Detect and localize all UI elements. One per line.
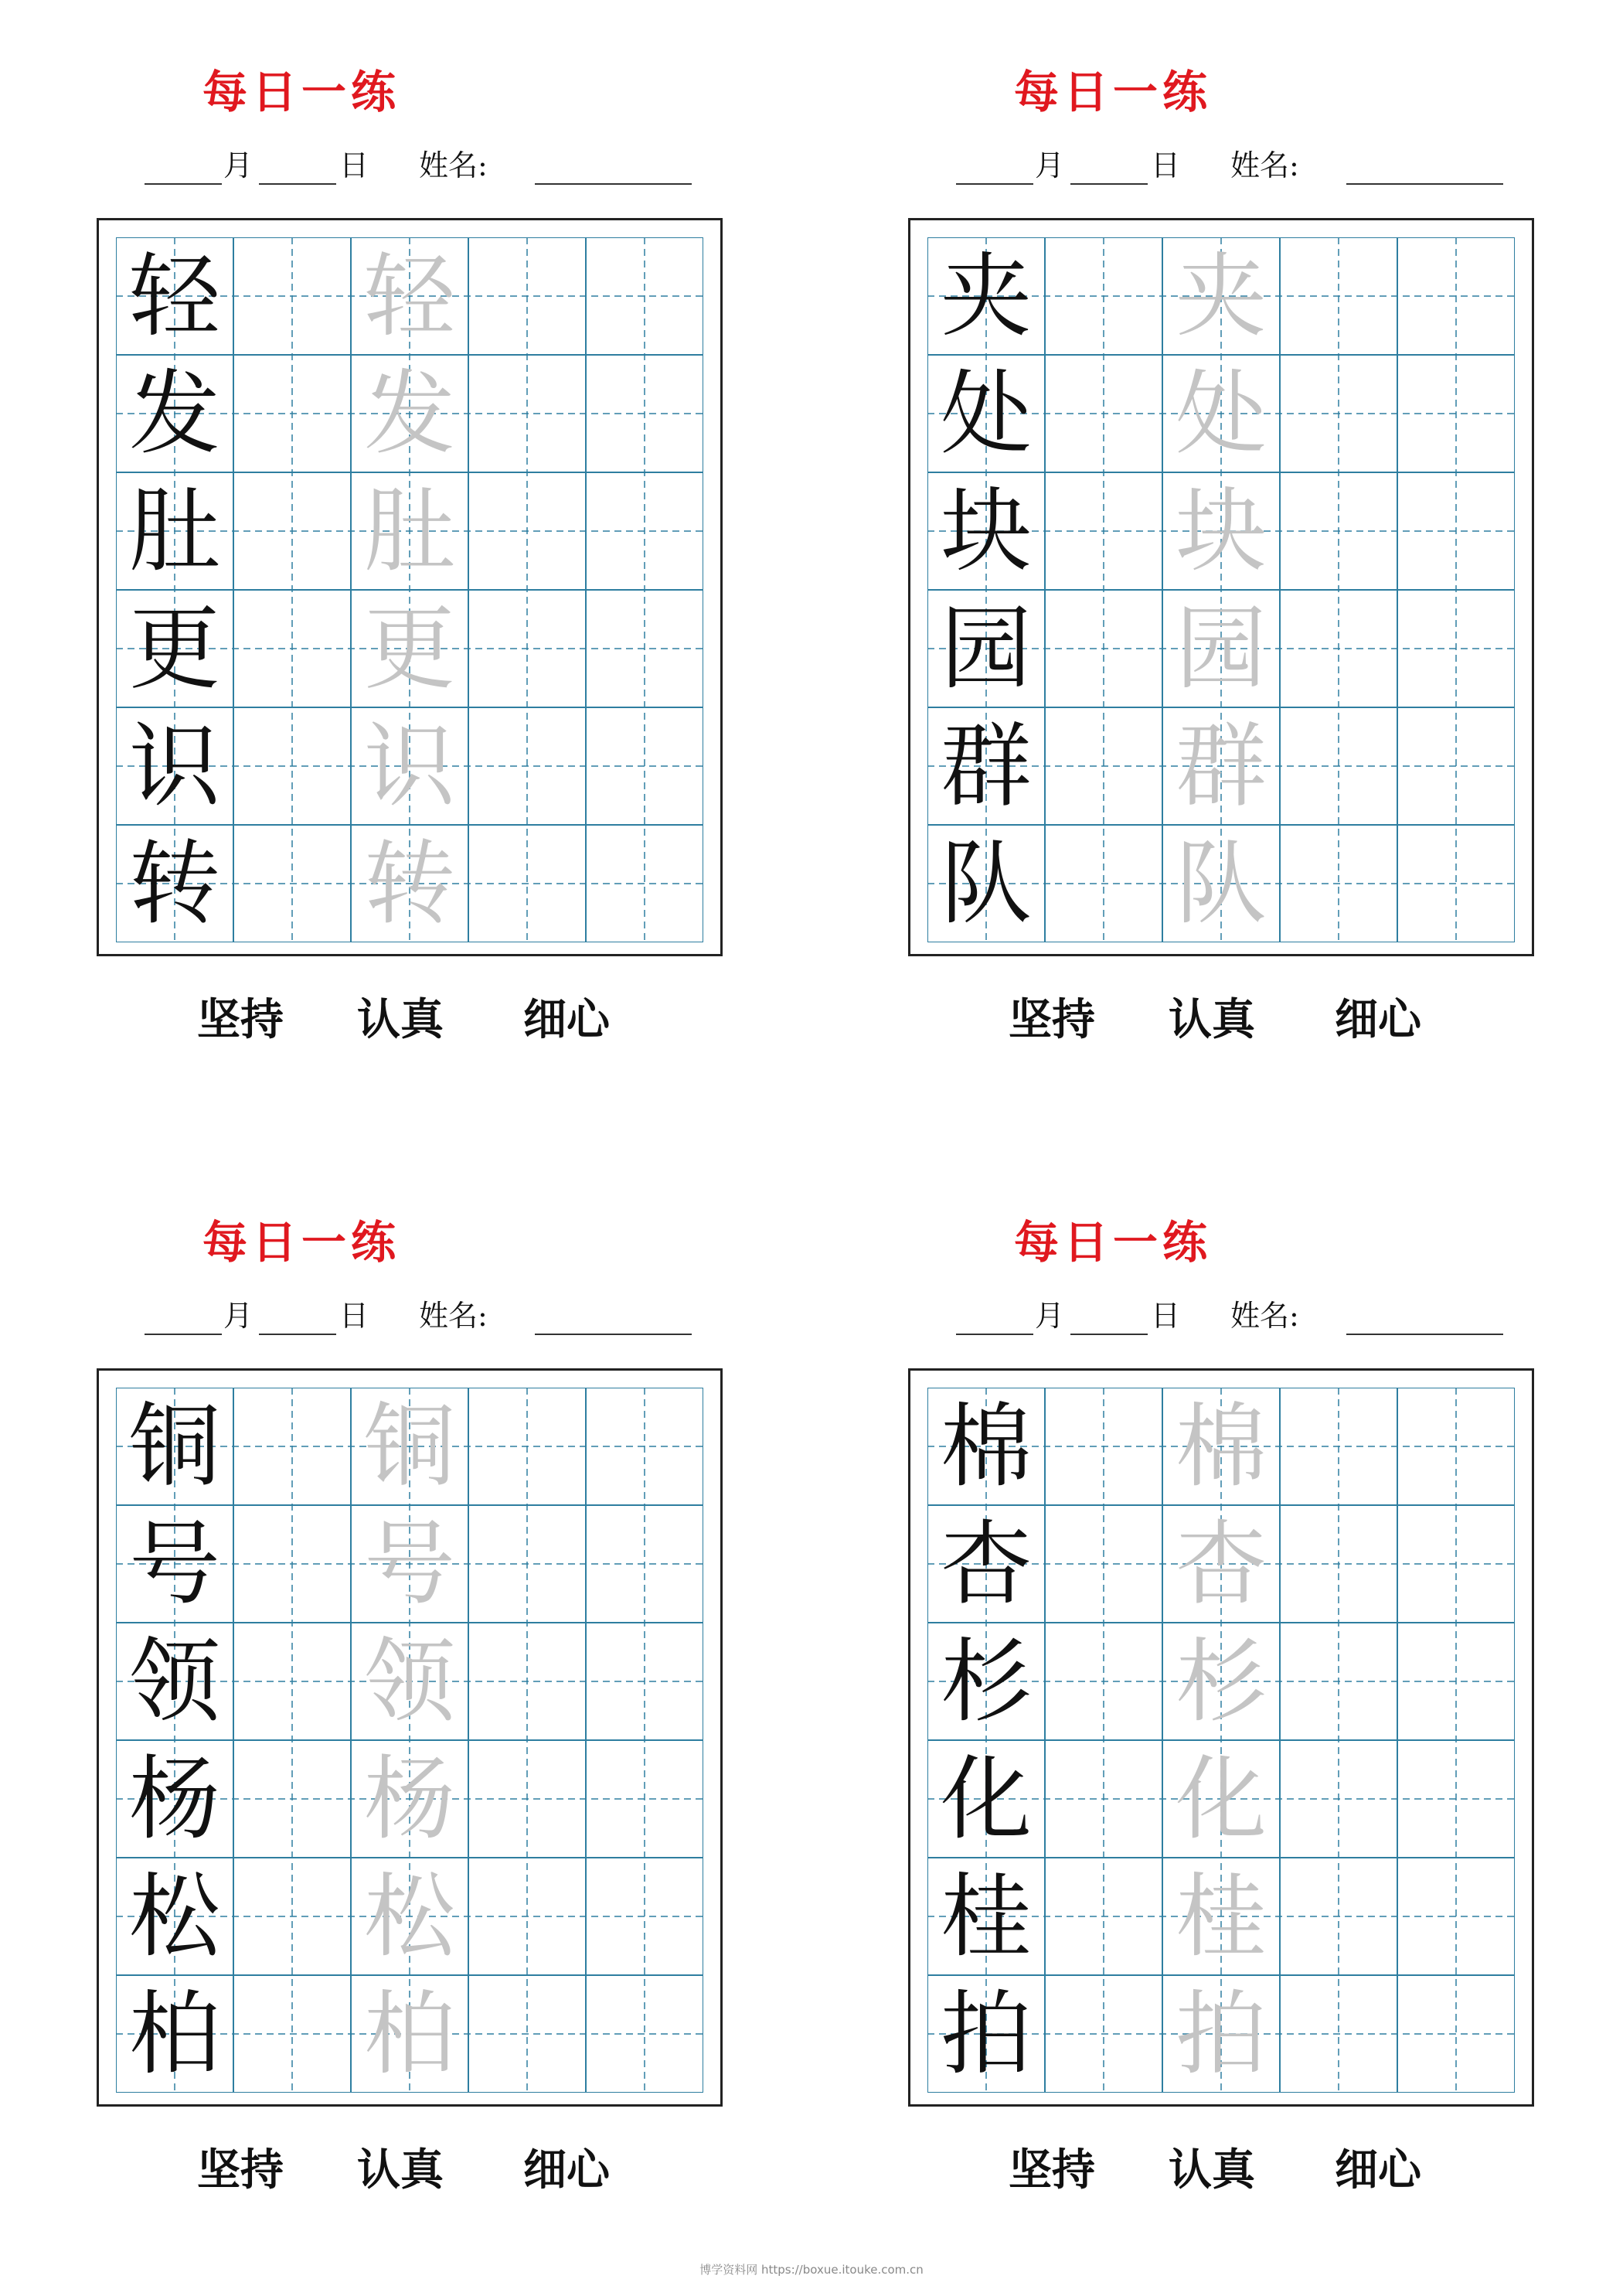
month-label: 月 xyxy=(1035,148,1065,182)
writing-frame xyxy=(908,1368,1534,2107)
practice-cell[interactable] xyxy=(1045,1740,1162,1858)
name-label: 姓名: xyxy=(1230,148,1299,182)
tianzige-grid xyxy=(116,237,703,942)
practice-cell[interactable] xyxy=(233,1388,351,1505)
sheet-footer xyxy=(908,2136,1534,2196)
trace-character: 园 xyxy=(1175,595,1267,702)
model-character: 棉 xyxy=(940,1393,1032,1500)
model-char-cell[interactable] xyxy=(927,1388,1045,1505)
practice-cell[interactable] xyxy=(1045,1623,1162,1740)
practice-cell[interactable] xyxy=(468,355,586,472)
month-label: 月 xyxy=(1035,1299,1065,1333)
model-char-cell[interactable] xyxy=(116,472,233,590)
practice-cell[interactable] xyxy=(468,590,586,707)
name-blank[interactable] xyxy=(535,183,692,185)
trace-char-cell[interactable] xyxy=(1162,590,1280,707)
model-char-cell[interactable] xyxy=(116,1858,233,1975)
model-character: 队 xyxy=(940,830,1032,937)
practice-cell[interactable] xyxy=(1397,1505,1515,1623)
model-char-cell[interactable] xyxy=(116,1505,233,1623)
day-label: 日 xyxy=(1151,1299,1181,1333)
date-name-line xyxy=(145,1301,732,1340)
practice-cell[interactable] xyxy=(1280,1740,1397,1858)
practice-cell[interactable] xyxy=(468,707,586,825)
model-character: 处 xyxy=(940,360,1032,467)
practice-cell[interactable] xyxy=(233,355,351,472)
trace-char-cell[interactable] xyxy=(351,1740,468,1858)
practice-cell[interactable] xyxy=(586,825,703,942)
footer-motto: 认真 xyxy=(1169,994,1255,1045)
name-label: 姓名: xyxy=(1230,1299,1299,1333)
practice-cell[interactable] xyxy=(1397,1623,1515,1740)
practice-cell[interactable] xyxy=(586,237,703,355)
model-char-cell[interactable] xyxy=(927,472,1045,590)
tianzige-grid xyxy=(927,237,1515,942)
trace-character: 化 xyxy=(1175,1746,1267,1852)
practice-cell[interactable] xyxy=(1280,1505,1397,1623)
writing-frame xyxy=(908,218,1534,956)
model-char-cell[interactable] xyxy=(116,1623,233,1740)
model-char-cell[interactable] xyxy=(927,590,1045,707)
practice-cell[interactable] xyxy=(586,1388,703,1505)
day-label: 日 xyxy=(339,148,369,182)
footer-motto: 坚持 xyxy=(1009,994,1095,1045)
practice-cell[interactable] xyxy=(1280,1388,1397,1505)
trace-character: 发 xyxy=(363,360,455,467)
trace-char-cell[interactable] xyxy=(1162,1975,1280,2093)
model-character: 号 xyxy=(128,1511,220,1617)
month-label: 月 xyxy=(223,148,253,182)
trace-char-cell[interactable] xyxy=(1162,1740,1280,1858)
footer-motto: 细心 xyxy=(1335,2144,1421,2196)
practice-cell[interactable] xyxy=(1397,355,1515,472)
day-label: 日 xyxy=(1151,148,1181,182)
trace-char-cell[interactable] xyxy=(351,237,468,355)
practice-cell[interactable] xyxy=(233,825,351,942)
practice-cell[interactable] xyxy=(233,237,351,355)
trace-char-cell[interactable] xyxy=(351,1623,468,1740)
footer-motto: 认真 xyxy=(1169,2144,1255,2196)
model-char-cell[interactable] xyxy=(116,355,233,472)
trace-char-cell[interactable] xyxy=(1162,1623,1280,1740)
practice-cell[interactable] xyxy=(586,707,703,825)
month-blank[interactable] xyxy=(956,1334,1033,1335)
practice-cell[interactable] xyxy=(233,1740,351,1858)
model-character: 松 xyxy=(128,1863,220,1970)
name-blank[interactable] xyxy=(1346,183,1503,185)
practice-cell[interactable] xyxy=(1280,1623,1397,1740)
practice-cell[interactable] xyxy=(233,1505,351,1623)
model-character: 块 xyxy=(940,478,1032,584)
practice-cell[interactable] xyxy=(468,1505,586,1623)
footer-motto: 坚持 xyxy=(197,994,284,1045)
trace-char-cell[interactable] xyxy=(1162,1505,1280,1623)
trace-character: 杉 xyxy=(1175,1628,1267,1735)
writing-frame xyxy=(97,1368,723,2107)
practice-cell[interactable] xyxy=(233,1975,351,2093)
sheet-footer xyxy=(97,986,723,1045)
model-character: 铜 xyxy=(128,1393,220,1500)
trace-character: 轻 xyxy=(363,243,455,349)
month-label: 月 xyxy=(223,1299,253,1333)
model-character: 夹 xyxy=(940,243,1032,349)
trace-character: 处 xyxy=(1175,360,1267,467)
practice-cell[interactable] xyxy=(1397,825,1515,942)
trace-char-cell[interactable] xyxy=(351,355,468,472)
model-character: 柏 xyxy=(128,1981,220,2087)
model-char-cell[interactable] xyxy=(116,825,233,942)
practice-cell[interactable] xyxy=(586,355,703,472)
practice-cell[interactable] xyxy=(468,1740,586,1858)
trace-char-cell[interactable] xyxy=(1162,1858,1280,1975)
trace-character: 拍 xyxy=(1175,1981,1267,2087)
trace-char-cell[interactable] xyxy=(351,1975,468,2093)
model-char-cell[interactable] xyxy=(927,1858,1045,1975)
trace-char-cell[interactable] xyxy=(351,1505,468,1623)
name-blank[interactable] xyxy=(535,1334,692,1335)
model-character: 领 xyxy=(128,1628,220,1735)
watermark: 博学资料网 https://boxue.itouke.com.cn xyxy=(699,2263,924,2277)
model-character: 杏 xyxy=(940,1511,1032,1617)
day-label: 日 xyxy=(339,1299,369,1333)
practice-cell[interactable] xyxy=(1397,1858,1515,1975)
practice-cell[interactable] xyxy=(1397,1975,1515,2093)
footer-motto: 坚持 xyxy=(197,2144,284,2196)
trace-char-cell[interactable] xyxy=(351,472,468,590)
model-char-cell[interactable] xyxy=(116,707,233,825)
writing-frame xyxy=(97,218,723,956)
practice-cell[interactable] xyxy=(586,1975,703,2093)
sheet-title: 每日一练 xyxy=(1013,1216,1212,1269)
trace-character: 桂 xyxy=(1175,1863,1267,1970)
practice-cell[interactable] xyxy=(468,237,586,355)
practice-cell[interactable] xyxy=(1280,1975,1397,2093)
trace-char-cell[interactable] xyxy=(351,1388,468,1505)
practice-cell[interactable] xyxy=(1045,472,1162,590)
trace-char-cell[interactable] xyxy=(1162,825,1280,942)
trace-char-cell[interactable] xyxy=(351,1858,468,1975)
practice-cell[interactable] xyxy=(1045,825,1162,942)
trace-character: 识 xyxy=(363,713,455,819)
practice-cell[interactable] xyxy=(1397,1388,1515,1505)
day-blank[interactable] xyxy=(1070,183,1148,185)
trace-char-cell[interactable] xyxy=(351,707,468,825)
date-name-line xyxy=(145,148,732,189)
trace-character: 夹 xyxy=(1175,243,1267,349)
footer-motto: 认真 xyxy=(357,2144,444,2196)
practice-cell[interactable] xyxy=(1045,1388,1162,1505)
sheet-title: 每日一练 xyxy=(1013,66,1212,118)
practice-cell[interactable] xyxy=(468,825,586,942)
trace-char-cell[interactable] xyxy=(1162,1388,1280,1505)
trace-character: 铜 xyxy=(363,1393,455,1500)
practice-cell[interactable] xyxy=(1280,472,1397,590)
footer-motto: 细心 xyxy=(523,994,610,1045)
footer-motto: 坚持 xyxy=(1009,2144,1095,2196)
practice-cell[interactable] xyxy=(586,1505,703,1623)
model-character: 杨 xyxy=(128,1746,220,1852)
practice-cell[interactable] xyxy=(1280,237,1397,355)
model-char-cell[interactable] xyxy=(927,1623,1045,1740)
trace-character: 队 xyxy=(1175,830,1267,937)
practice-sheet xyxy=(908,1150,1534,2196)
trace-char-cell[interactable] xyxy=(1162,355,1280,472)
practice-cell[interactable] xyxy=(586,1623,703,1740)
practice-cell[interactable] xyxy=(1045,1505,1162,1623)
tianzige-grid xyxy=(116,1388,703,2093)
model-char-cell[interactable] xyxy=(927,355,1045,472)
model-character: 转 xyxy=(128,830,220,937)
practice-cell[interactable] xyxy=(468,1975,586,2093)
trace-character: 杏 xyxy=(1175,1511,1267,1617)
practice-cell[interactable] xyxy=(1045,707,1162,825)
sheet-footer xyxy=(908,986,1534,1045)
practice-cell[interactable] xyxy=(586,1858,703,1975)
trace-character: 棉 xyxy=(1175,1393,1267,1500)
model-character: 杉 xyxy=(940,1628,1032,1735)
name-label: 姓名: xyxy=(419,1299,488,1333)
practice-cell[interactable] xyxy=(1045,1975,1162,2093)
practice-cell[interactable] xyxy=(1280,707,1397,825)
date-name-line xyxy=(956,148,1543,189)
model-char-cell[interactable] xyxy=(927,707,1045,825)
trace-character: 杨 xyxy=(363,1746,455,1852)
month-blank[interactable] xyxy=(956,183,1033,185)
trace-char-cell[interactable] xyxy=(1162,237,1280,355)
model-char-cell[interactable] xyxy=(927,1975,1045,2093)
model-character: 更 xyxy=(128,595,220,702)
model-character: 识 xyxy=(128,713,220,819)
trace-character: 群 xyxy=(1175,713,1267,819)
practice-cell[interactable] xyxy=(233,590,351,707)
practice-cell[interactable] xyxy=(233,472,351,590)
model-char-cell[interactable] xyxy=(116,237,233,355)
trace-char-cell[interactable] xyxy=(351,590,468,707)
sheet-footer xyxy=(97,2136,723,2196)
practice-cell[interactable] xyxy=(1397,1740,1515,1858)
model-char-cell[interactable] xyxy=(116,1740,233,1858)
practice-cell[interactable] xyxy=(1397,472,1515,590)
footer-motto: 细心 xyxy=(1335,994,1421,1045)
model-char-cell[interactable] xyxy=(116,1388,233,1505)
model-char-cell[interactable] xyxy=(927,1740,1045,1858)
practice-cell[interactable] xyxy=(468,1623,586,1740)
model-char-cell[interactable] xyxy=(927,237,1045,355)
trace-character: 转 xyxy=(363,830,455,937)
practice-cell[interactable] xyxy=(1397,590,1515,707)
practice-cell[interactable] xyxy=(1280,355,1397,472)
model-char-cell[interactable] xyxy=(116,590,233,707)
practice-cell[interactable] xyxy=(1397,707,1515,825)
date-name-line xyxy=(956,1301,1543,1340)
practice-cell[interactable] xyxy=(1045,1858,1162,1975)
trace-character: 号 xyxy=(363,1511,455,1617)
practice-cell[interactable] xyxy=(586,1740,703,1858)
model-character: 轻 xyxy=(128,243,220,349)
practice-sheet xyxy=(97,0,723,1045)
model-char-cell[interactable] xyxy=(927,1505,1045,1623)
month-blank[interactable] xyxy=(145,1334,222,1335)
practice-sheet xyxy=(908,0,1534,1045)
practice-cell[interactable] xyxy=(1045,237,1162,355)
practice-cell[interactable] xyxy=(468,1858,586,1975)
name-label: 姓名: xyxy=(419,148,488,182)
model-character: 桂 xyxy=(940,1863,1032,1970)
trace-char-cell[interactable] xyxy=(1162,707,1280,825)
practice-cell[interactable] xyxy=(468,1388,586,1505)
practice-cell[interactable] xyxy=(1280,825,1397,942)
model-character: 群 xyxy=(940,713,1032,819)
model-character: 化 xyxy=(940,1746,1032,1852)
day-blank[interactable] xyxy=(1070,1334,1148,1335)
model-character: 拍 xyxy=(940,1981,1032,2087)
practice-cell[interactable] xyxy=(586,590,703,707)
trace-character: 柏 xyxy=(363,1981,455,2087)
practice-cell[interactable] xyxy=(468,472,586,590)
model-char-cell[interactable] xyxy=(927,825,1045,942)
practice-cell[interactable] xyxy=(586,472,703,590)
practice-cell[interactable] xyxy=(1280,590,1397,707)
sheet-title: 每日一练 xyxy=(202,1216,400,1269)
practice-cell[interactable] xyxy=(1045,355,1162,472)
practice-cell[interactable] xyxy=(233,707,351,825)
month-blank[interactable] xyxy=(145,183,222,185)
trace-char-cell[interactable] xyxy=(351,825,468,942)
model-character: 园 xyxy=(940,595,1032,702)
sheet-title: 每日一练 xyxy=(202,66,400,118)
practice-sheet xyxy=(97,1150,723,2196)
name-blank[interactable] xyxy=(1346,1334,1503,1335)
day-blank[interactable] xyxy=(259,183,336,185)
trace-character: 更 xyxy=(363,595,455,702)
model-character: 肚 xyxy=(128,478,220,584)
practice-cell[interactable] xyxy=(1397,237,1515,355)
model-character: 发 xyxy=(128,360,220,467)
practice-cell[interactable] xyxy=(233,1623,351,1740)
trace-character: 块 xyxy=(1175,478,1267,584)
model-char-cell[interactable] xyxy=(116,1975,233,2093)
trace-character: 松 xyxy=(363,1863,455,1970)
trace-character: 肚 xyxy=(363,478,455,584)
practice-cell[interactable] xyxy=(1045,590,1162,707)
trace-char-cell[interactable] xyxy=(1162,472,1280,590)
footer-motto: 细心 xyxy=(523,2144,610,2196)
trace-character: 领 xyxy=(363,1628,455,1735)
practice-cell[interactable] xyxy=(1280,1858,1397,1975)
footer-motto: 认真 xyxy=(357,994,444,1045)
day-blank[interactable] xyxy=(259,1334,336,1335)
tianzige-grid xyxy=(927,1388,1515,2093)
practice-cell[interactable] xyxy=(233,1858,351,1975)
